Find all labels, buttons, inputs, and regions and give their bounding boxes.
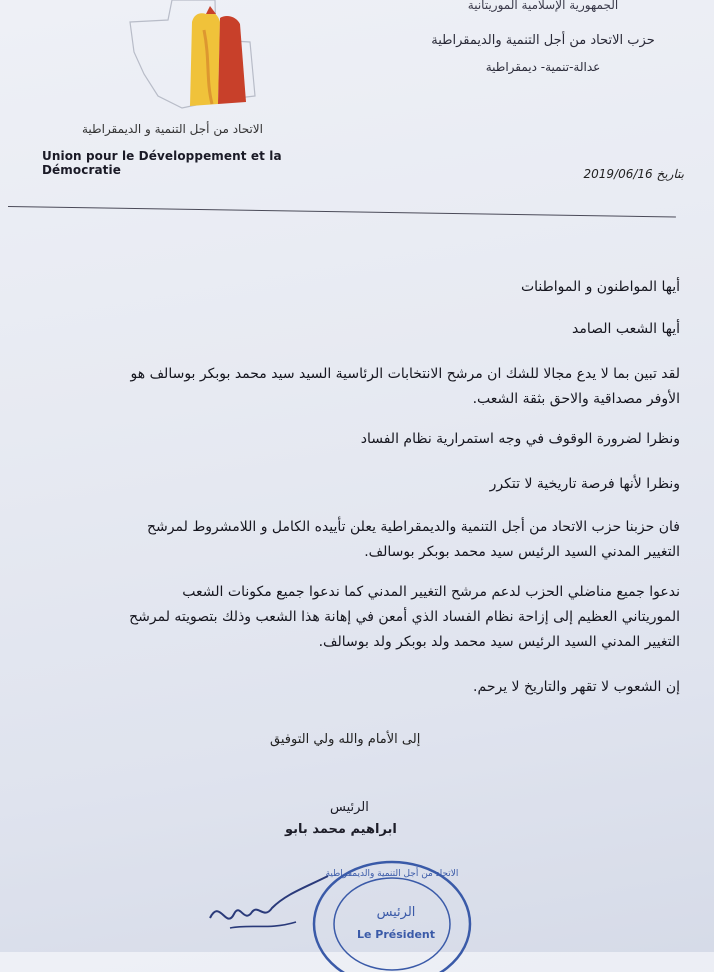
- stamp-title-french: Le Président: [357, 928, 435, 941]
- paragraph-1-line-2: الأوفر مصداقية والاحق بثقة الشعب.: [472, 391, 680, 407]
- paragraph-5-line-1: ندعوا جميع مناضلي الحزب لدعم مرشح التغيير المدني كما ندعوا جميع مكونات الشعب: [182, 584, 680, 600]
- stamp-arc-text: الاتحاد من أجل التنمية والديمقراطية: [325, 869, 459, 879]
- logo-french-name: Union pour le Développement et la Démocratie: [42, 149, 282, 177]
- paragraph-2: ونظرا لضرورة الوقوف في وجه استمرارية نظام الفساد: [360, 431, 680, 447]
- party-motto: عدالة-تنمية- ديمقراطية: [485, 60, 601, 74]
- signatory-title: الرئيس: [330, 800, 369, 815]
- header-divider: [8, 206, 676, 217]
- letter-date: بتاريخ 2019/06/16: [583, 167, 684, 181]
- letterhead-arabic: [398, 0, 688, 81]
- paragraph-5-line-3: التغيير المدني السيد الرئيس سيد محمد ولد بوبكر ولد بوسالف.: [318, 634, 680, 650]
- closing-line: إلى الأمام والله ولي التوفيق: [270, 732, 421, 747]
- republic-name: الجمهورية الإسلامية الموريتانية: [467, 0, 619, 12]
- paragraph-4-line-1: فان حزبنا حزب الاتحاد من أجل التنمية والديمقراطية يعلن تأييده الكامل و اللامشروط لمرشح: [147, 519, 680, 535]
- party-logo-block: [20, 0, 320, 175]
- paragraph-4-line-2: التغيير المدني السيد الرئيس سيد محمد بوبكر بوسالف.: [364, 544, 680, 560]
- paragraph-1-line-1: لقد تبين بما لا يدع مجالا للشك ان مرشح الانتخابات الرئاسية السيد سيد محمد بوبكر بوسالف هو: [130, 366, 680, 382]
- paragraph-5-line-2: الموريتاني العظيم إلى إزاحة نظام الفساد الذي أمعن في إهانة هذا الشعب وذلك بتصويته لمرشح: [129, 609, 680, 625]
- paragraph-6: إن الشعوب لا تقهر والتاريخ لا يرحم.: [473, 679, 680, 695]
- greeting-people: أيها الشعب الصامد: [572, 321, 680, 337]
- greeting-citizens: أيها المواطنون و المواطنات: [520, 279, 680, 295]
- logo-arabic-name: الاتحاد من أجل التنمية و الديمقراطية: [82, 122, 263, 136]
- signatory-name: ابراهيم محمد بابو: [285, 822, 397, 837]
- stamp-title-arabic: الرئيس: [376, 905, 416, 920]
- official-stamp-icon: [300, 842, 475, 972]
- party-name-header: حزب الاتحاد من أجل التنمية والديمقراطية: [431, 33, 655, 48]
- party-logo-map-icon: [120, 0, 285, 112]
- paragraph-3: ونظرا لأنها فرصة تاريخية لا تتكرر: [489, 476, 680, 492]
